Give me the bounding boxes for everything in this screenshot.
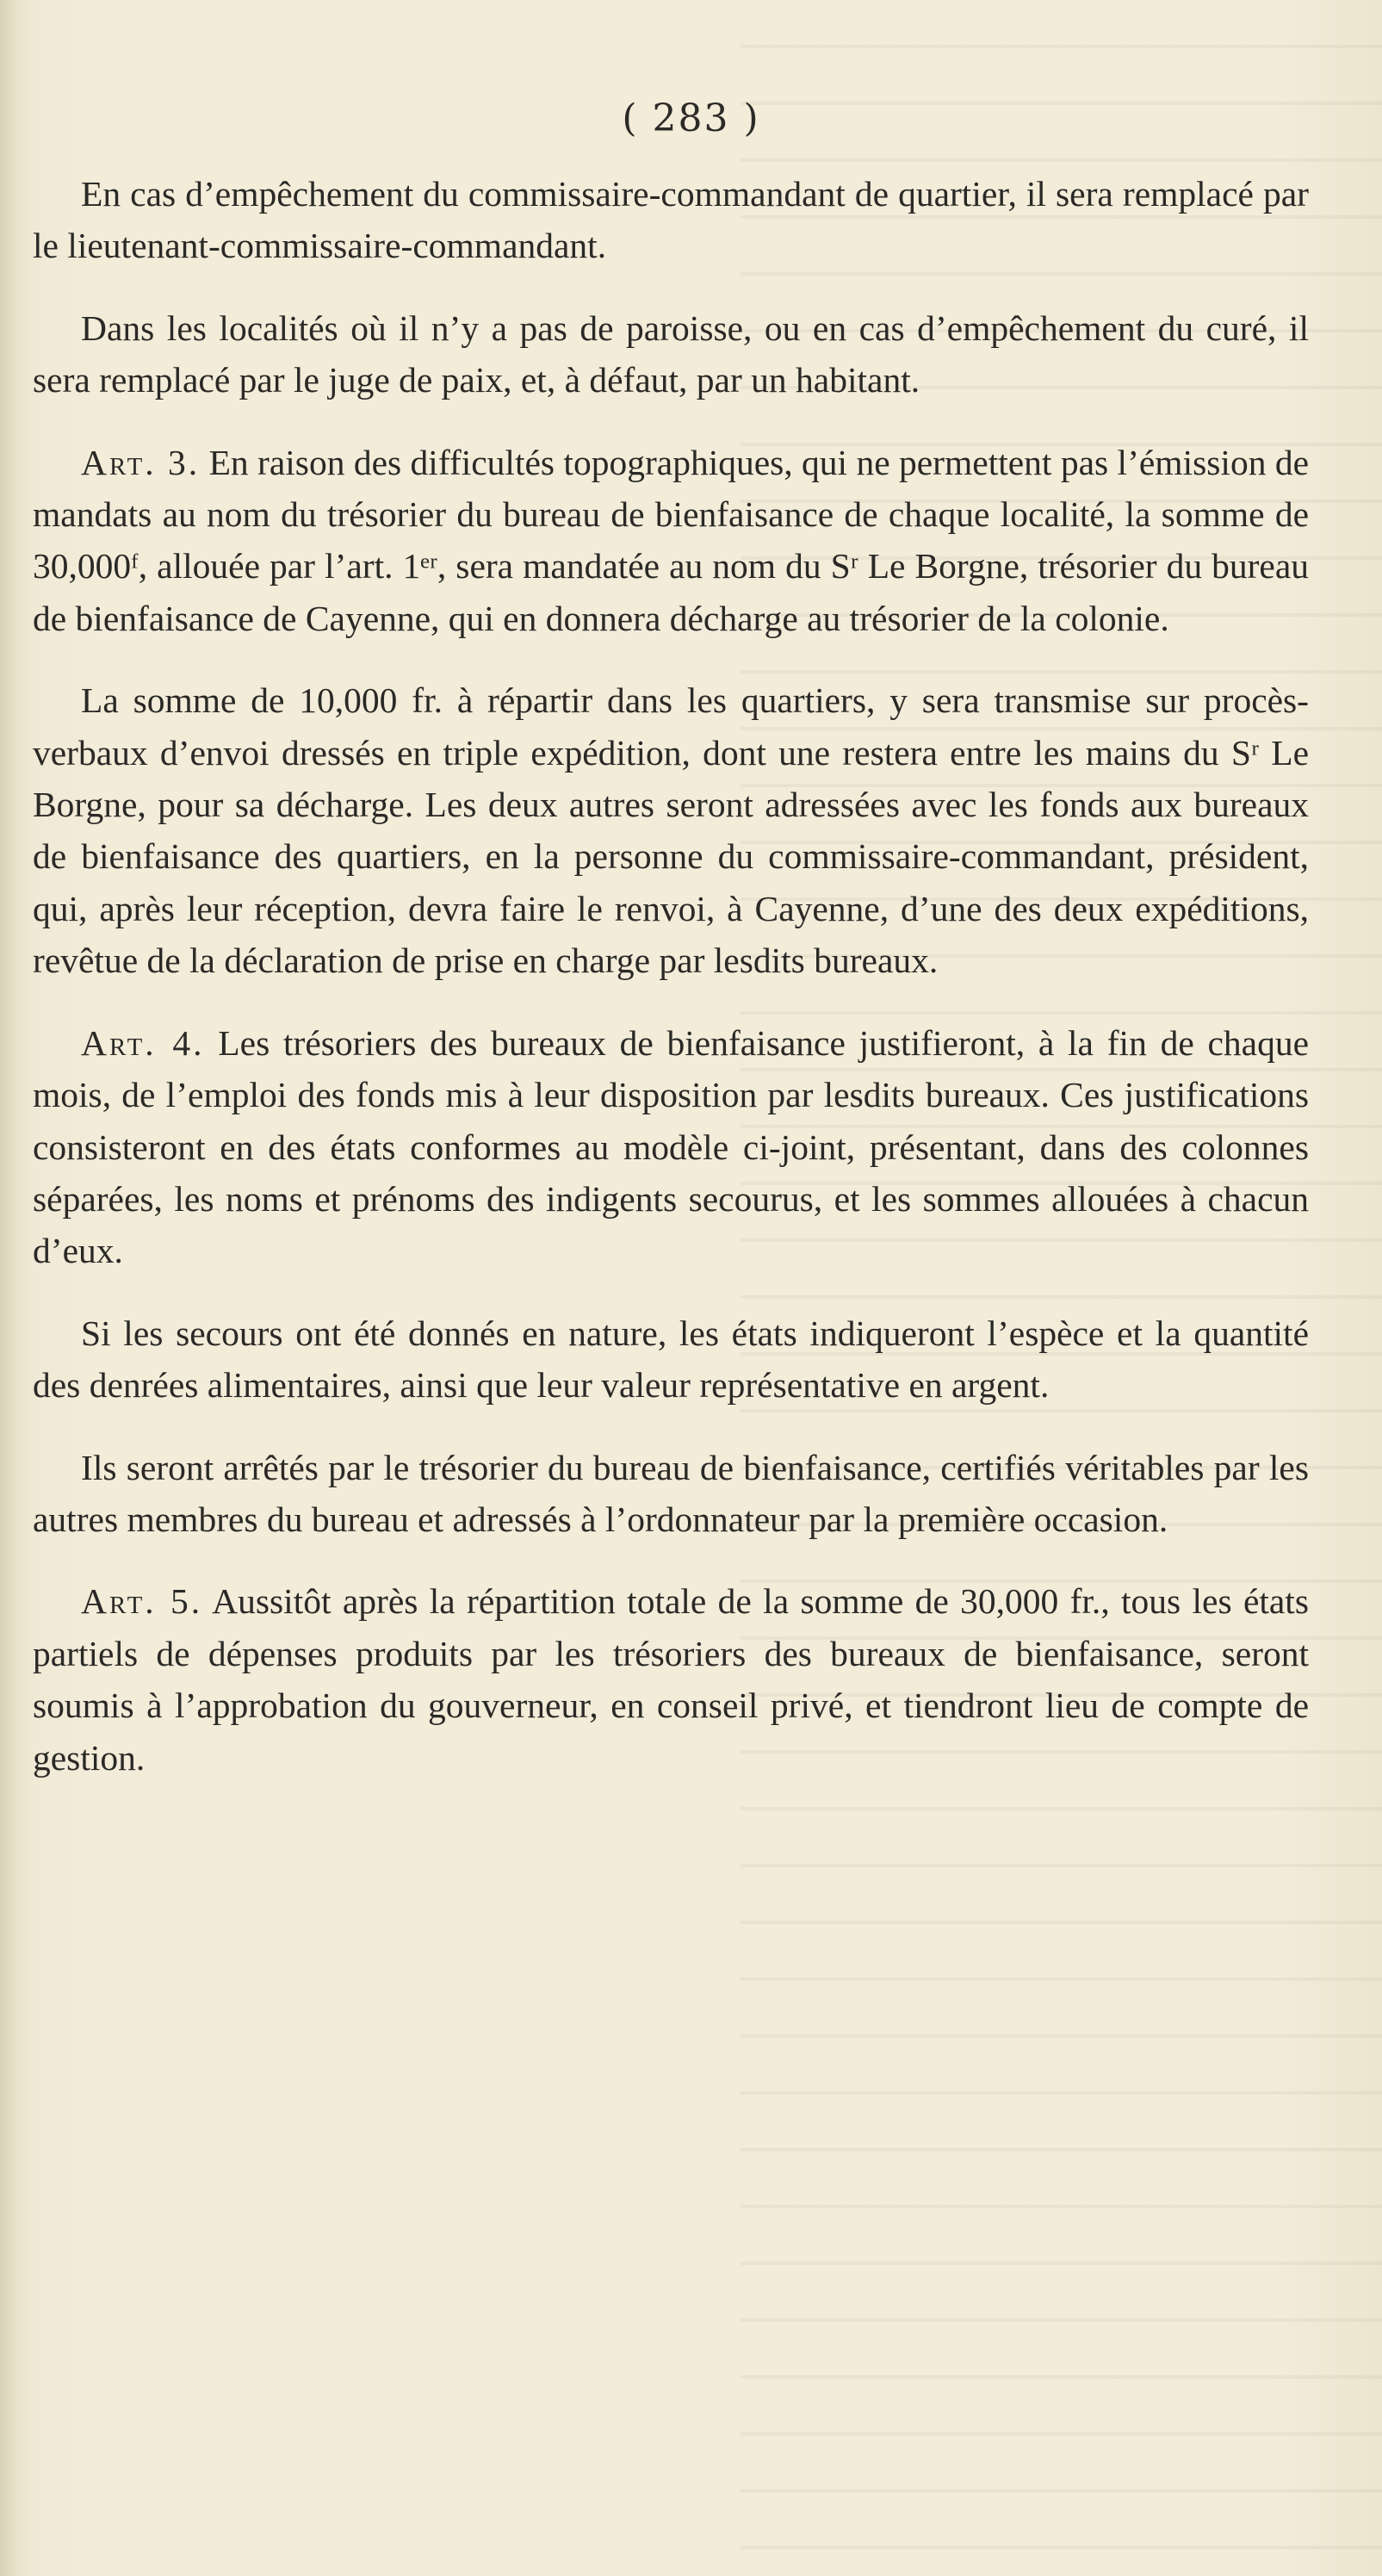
- paragraph-text: Les trésoriers des bureaux de bienfaisance justifieront, à la fin de chaque mois, de l’emploi des fonds mis à leur disposition par lesdits bureaux. Ces justifications consisteront en des états conformes au modèle ci-joint, présentant, dans des colonnes séparées, les noms et prénoms des indigents secourus, et les sommes allouées à chacun d’eux.: [33, 1022, 1309, 1271]
- paragraph-text: La somme de 10,000 fr. à répartir dans les quartiers, y sera transmise sur procès-verbaux d’envoi dressés en triple expédition, dont une restera entre les mains du Sʳ Le Borgne, pour sa décharge. Les deux autres seront adressées avec les fonds aux bureaux de bienfaisance des quartiers, en la personne du commissaire-commandant, président, qui, après leur réception, devra faire le renvoi, à Cayenne, d’une des deux expéditions, revêtue de la déclaration de prise en charge par lesdits bureaux.: [33, 680, 1309, 981]
- article-paragraph: [33, 1017, 1309, 1277]
- paragraph-text: Ils seront arrêtés par le trésorier du bureau de bienfaisance, certifiés véritables par les autres membres du bureau et adressés à l’ordonnateur par la première occasion.: [33, 1447, 1309, 1539]
- body-text: [33, 168, 1309, 1814]
- paragraph: [33, 1442, 1309, 1546]
- article-label: Art. 5.: [81, 1581, 203, 1622]
- paragraph-text: En raison des difficultés topographiques, qui ne permettent pas l’émission de mandats au nom du trésorier du bureau de bienfaisance de chaque localité, la somme de 30,000ᶠ, allouée par l’art. 1ᵉʳ, sera mandatée au nom du Sʳ Le Borgne, trésorier du bureau de bienfaisance de Cayenne, qui en donnera décharge au trésorier de la colonie.: [33, 442, 1309, 638]
- paragraph: [33, 168, 1309, 272]
- page-binding-edge: [0, 0, 19, 2576]
- article-paragraph: [33, 1575, 1309, 1784]
- paragraph: [33, 1307, 1309, 1412]
- page-number: ( 283 ): [622, 96, 760, 140]
- article-label: Art. 4.: [81, 1022, 205, 1063]
- paragraph: [33, 674, 1309, 986]
- article-label: Art. 3.: [81, 442, 201, 482]
- article-paragraph: [33, 437, 1309, 645]
- paragraph: [33, 302, 1309, 407]
- paragraph-text: Dans les localités où il n’y a pas de paroisse, ou en cas d’empêchement du curé, il sera remplacé par le juge de paix, et, à défaut, par un habitant.: [33, 307, 1309, 400]
- paragraph-text: Si les secours ont été donnés en nature, les états indiqueront l’espèce et la quantité des denrées alimentaires, ainsi que leur valeur représentative en argent.: [33, 1313, 1309, 1406]
- paragraph-text: En cas d’empêchement du commissaire-commandant de quartier, il sera remplacé par le lieutenant-commissaire-commandant.: [33, 174, 1309, 266]
- paragraph-text: Aussitôt après la répartition totale de la somme de 30,000 fr., tous les états partiels de dépenses produits par les trésoriers des bureaux de bienfaisance, seront soumis à l’approbation du gouverneur, en conseil privé, et tiendront lieu de compte de gestion.: [33, 1581, 1309, 1778]
